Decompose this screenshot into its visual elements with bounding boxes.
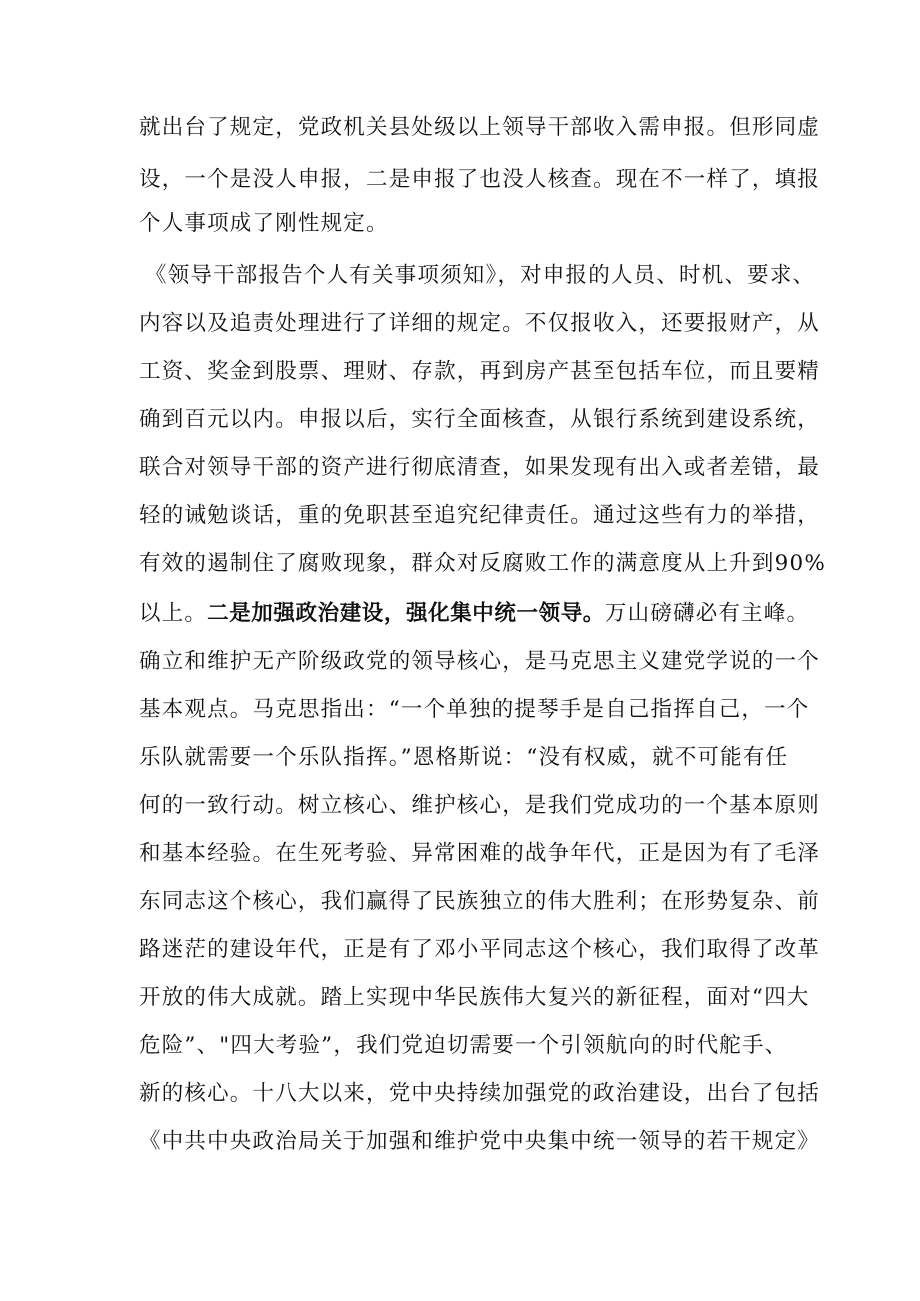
- text-line: 新的核心。十八大以来，党中央持续加强党的政治建设，出台了包括: [139, 1081, 821, 1106]
- text-line: 联合对领导干部的资产进行彻底清查，如果发现有出入或者差错，最: [139, 455, 821, 480]
- text-line: 有效的遏制住了腐败现象，群众对反腐败工作的满意度从上升到90%: [139, 551, 826, 576]
- text-line: 确立和维护无产阶级政党的领导核心，是马克思主义建党学说的一个: [139, 649, 821, 674]
- text-line: 《领导干部报告个人有关事项须知》，对申报的人员、时机、要求、: [145, 263, 816, 288]
- text-line: 工资、奖金到股票、理财、存款，再到房产甚至包括车位，而且要精: [139, 359, 821, 384]
- text-line: 危险”、"四大考验”，我们党迫切需要一个引领航向的时代舵手、: [139, 1033, 788, 1058]
- text-line: 设，一个是没人申报，二是申报了也没人核查。现在不一样了，填报: [139, 167, 821, 192]
- text-line: 轻的诫勉谈话，重的免职甚至追究纪律责任。通过这些有力的举措，: [139, 503, 821, 528]
- text-line: 确到百元以内。申报以后，实行全面核查，从银行系统到建设系统，: [139, 407, 821, 432]
- text-line: 和基本经验。在生死考验、异常困难的战争年代，正是因为有了毛泽: [139, 841, 821, 866]
- text-line: 何的一致行动。树立核心、维护核心，是我们党成功的一个基本原则: [139, 793, 821, 818]
- text-line: 《中共中央政治局关于加强和维护党中央集中统一领导的若干规定》: [139, 1129, 821, 1154]
- text-line: 路迷茫的建设年代，正是有了邓小平同志这个核心，我们取得了改革: [139, 937, 821, 962]
- text-line: 开放的伟大成就。踏上实现中华民族伟大复兴的新征程，面对“四大: [139, 985, 810, 1010]
- text-line: 东同志这个核心，我们赢得了民族独立的伟大胜利；在形势复杂、前: [139, 889, 821, 914]
- text-suffix: 万山磅礴必有主峰。: [604, 601, 810, 626]
- bold-heading: 二是加强政治建设，强化集中统一领导。: [207, 601, 605, 626]
- text-line: 乐队就需要一个乐队指挥。”恩格斯说：“没有权威，就不可能有任: [139, 745, 789, 770]
- mixed-text-line: [139, 600, 809, 628]
- text-line: 就出台了规定，党政机关县处级以上领导干部收入需申报。但形同虚: [139, 115, 821, 140]
- text-prefix: 以上。: [139, 601, 208, 626]
- text-line: 内容以及追责处理进行了详细的规定。不仅报收入，还要报财产，从: [139, 311, 821, 336]
- text-line: 个人事项成了刚性规定。: [139, 211, 389, 236]
- text-line: 基本观点。马克思指出：“一个单独的提琴手是自己指挥自己，一个: [139, 697, 810, 722]
